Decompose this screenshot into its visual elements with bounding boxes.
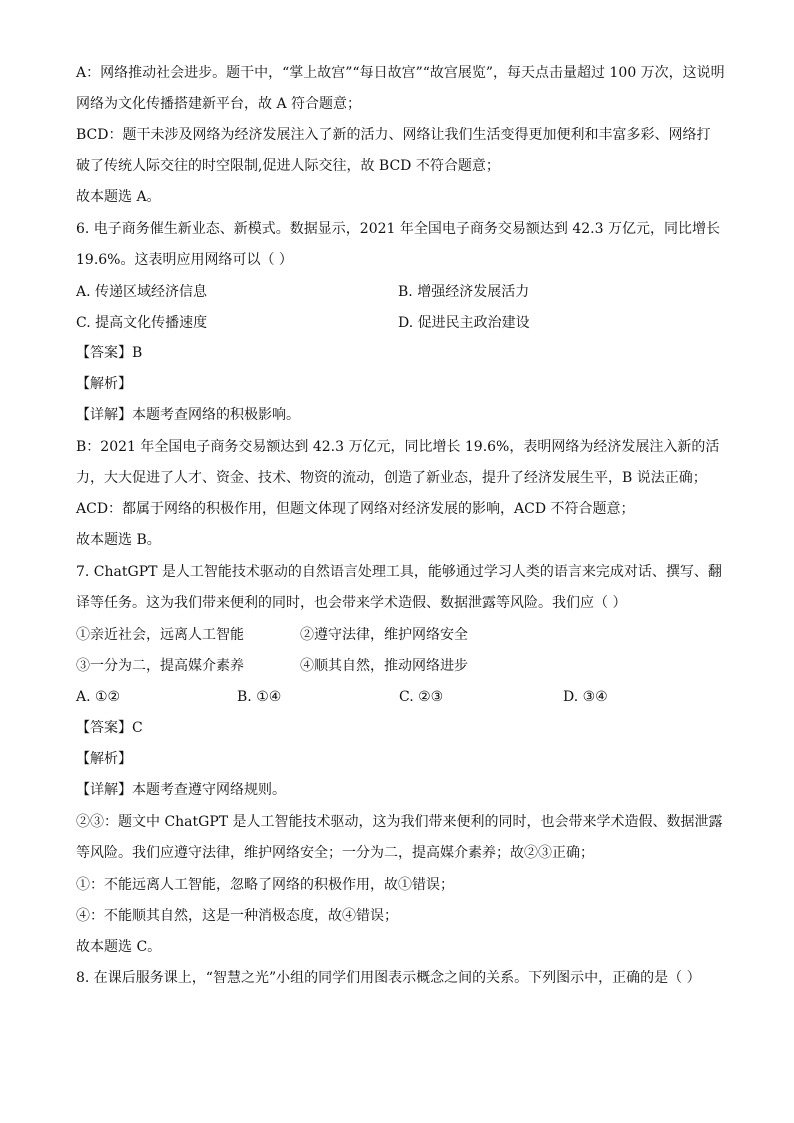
q6-option-d: D. 促进民主政治建设 xyxy=(398,315,530,331)
q5-analysis-a-line2: 网络为文化传播搭建新平台，故 A 符合题意； xyxy=(76,96,362,112)
q6-detail: 【详解】本题考查网络的积极影响。 xyxy=(76,407,300,423)
q5-analysis-bcd-line2: 破了传统人际交往的时空限制,促进人际交往，故 BCD 不符合题意； xyxy=(76,158,500,174)
q6-analysis-acd: ACD：都属于网络的积极作用，但题文体现了网络对经济发展的影响，ACD 不符合题意； xyxy=(76,501,635,517)
q5-conclusion: 故本题选 A。 xyxy=(76,189,161,205)
q6-conclusion: 故本题选 B。 xyxy=(76,532,161,548)
q7-item-1: ①亲近社会，远离人工智能 xyxy=(76,627,244,643)
q7-option-c: C. ②③ xyxy=(399,689,444,705)
q6-answer: 【答案】B xyxy=(76,345,143,361)
q6-option-c: C. 提高文化传播速度 xyxy=(76,315,208,331)
q7-option-d: D. ③④ xyxy=(563,689,608,705)
q5-analysis-bcd-line1: BCD：题干未涉及网络为经济发展注入了新的活力、网络让我们生活变得更加便利和丰富多彩、网络打 xyxy=(76,127,711,143)
q7-answer: 【答案】C xyxy=(76,720,143,736)
q7-option-b: B. ①④ xyxy=(237,689,282,705)
q7-analysis-23-line2: 等风险。我们应遵守法律，维护网络安全；一分为二，提高媒介素养；故②③正确； xyxy=(76,845,594,861)
q7-stem-line2: 译等任务。这为我们带来便利的同时，也会带来学术造假、数据泄露等风险。我们应（ ） xyxy=(76,595,627,611)
q5-analysis-a-line1: A：网络推动社会进步。题干中，“掌上故宫”“每日故宫”“故宫展览”，每天点击量超过 100 万次，这说明 xyxy=(76,65,725,81)
q6-analysis-b-line1: B：2021 年全国电子商务交易额达到 42.3 万亿元，同比增长 19.6%，表明网络为经济发展注入新的活 xyxy=(76,439,720,455)
q6-analysis-b-line2: 力，大大促进了人才、资金、技术、物资的流动，创造了新业态，提升了经济发展生平，B 说法正确； xyxy=(76,470,707,486)
q7-option-a: A. ①② xyxy=(76,689,121,705)
q6-option-a: A. 传递区域经济信息 xyxy=(76,284,208,300)
q7-analysis-4: ④：不能顺其自然，这是一种消极态度，故④错误； xyxy=(76,908,398,924)
q7-detail: 【详解】本题考查遵守网络规则。 xyxy=(76,782,286,798)
q7-item-4: ④顺其自然，推动网络进步 xyxy=(300,658,468,674)
q6-stem-line1: 6. 电子商务催生新业态、新模式。数据显示，2021 年全国电子商务交易额达到 42.3 万亿元，同比增长 xyxy=(76,221,720,237)
q7-stem-line1: 7. ChatGPT 是人工智能技术驱动的自然语言处理工具，能够通过学习人类的语言来完成对话、撰写、翻 xyxy=(76,564,722,580)
q6-option-b: B. 增强经济发展活力 xyxy=(398,284,530,300)
q6-analysis-label: 【解析】 xyxy=(76,376,132,392)
q6-stem-line2: 19.6%。这表明应用网络可以（ ） xyxy=(76,252,293,268)
q7-analysis-1: ①：不能远离人工智能，忽略了网络的积极作用，故①错误； xyxy=(76,877,454,893)
q7-item-3: ③一分为二，提高媒介素养 xyxy=(76,658,244,674)
q7-item-2: ②遵守法律，维护网络安全 xyxy=(300,627,468,643)
q7-conclusion: 故本题选 C。 xyxy=(76,939,162,955)
q8-stem: 8. 在课后服务课上，“智慧之光”小组的同学们用图表示概念之间的关系。下列图示中，正确的是（ ） xyxy=(76,970,701,986)
q7-analysis-23-line1: ②③：题文中 ChatGPT 是人工智能技术驱动，这为我们带来便利的同时，也会带来学术造假、数据泄露 xyxy=(76,814,723,830)
q7-analysis-label: 【解析】 xyxy=(76,751,132,767)
